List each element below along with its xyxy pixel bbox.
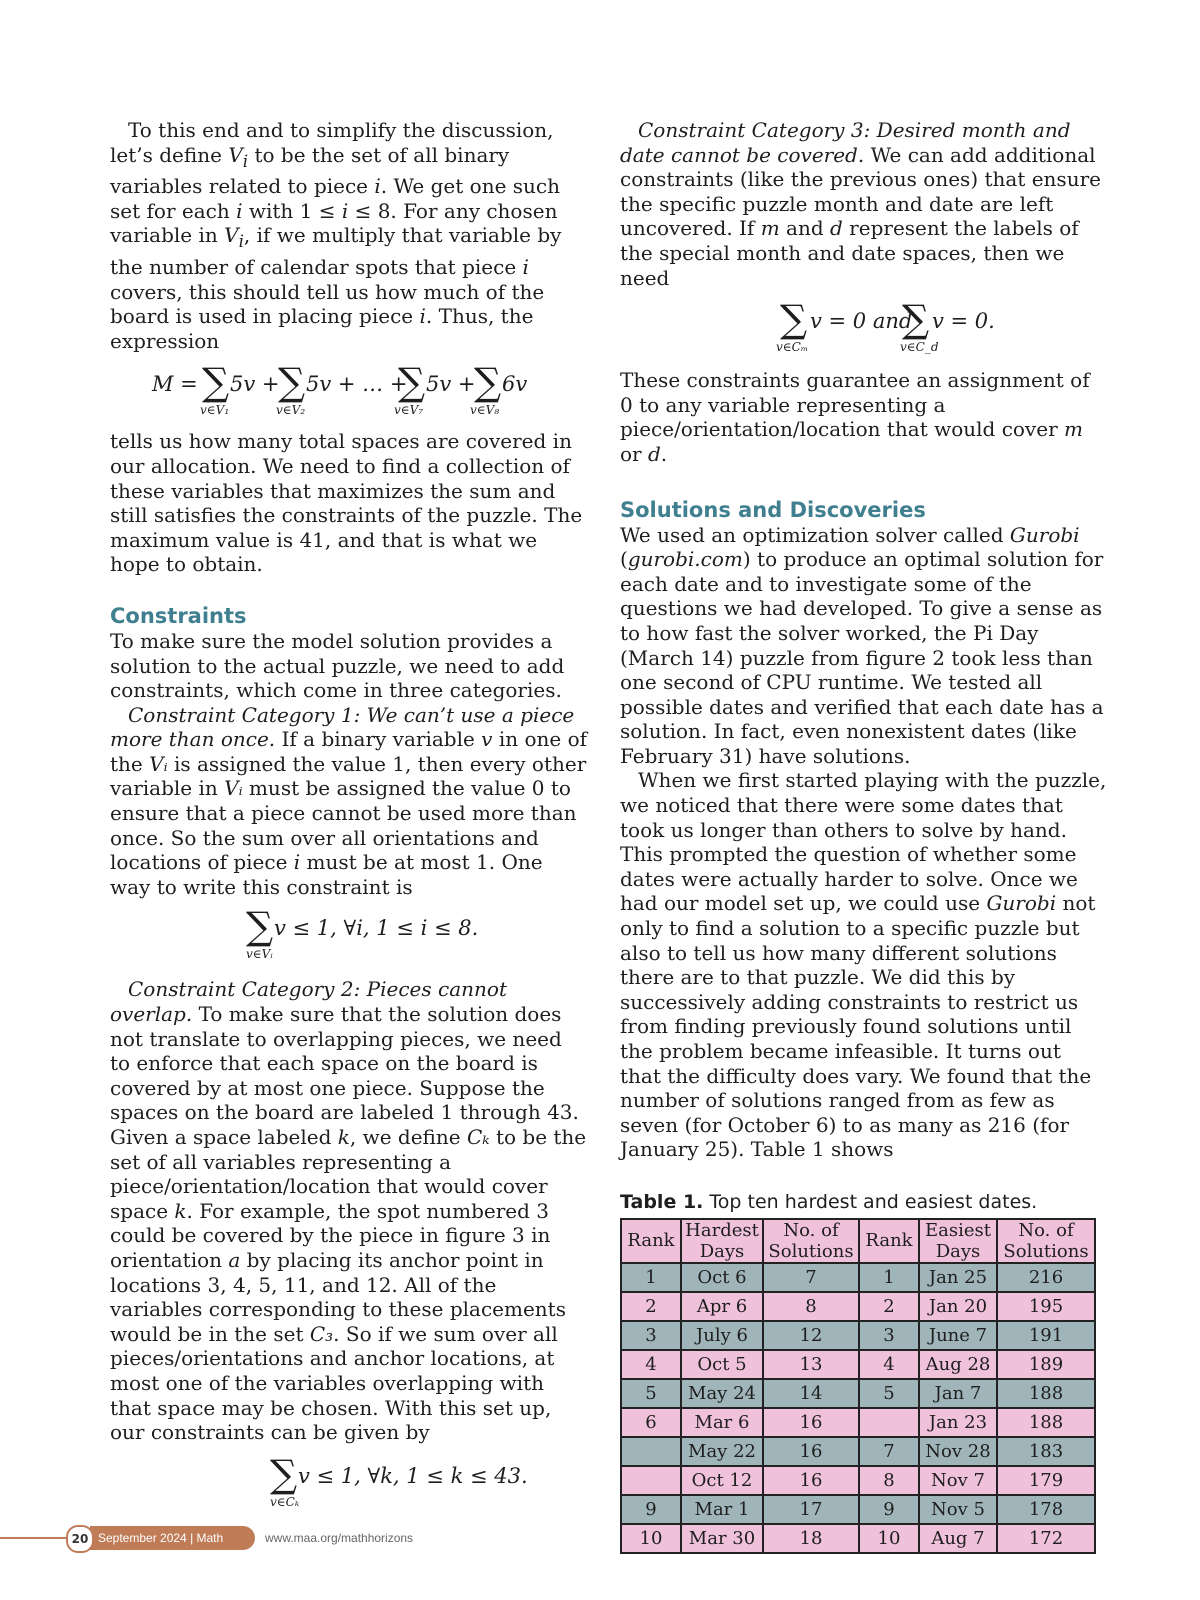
equation-no-overlap: ∑ v ≤ 1, ∀k, 1 ≤ k ≤ 43. v∈Cₖ <box>270 1451 528 1509</box>
intro-paragraph: To this end and to simplify the discussion, let’s define $V_i$ to be the set of all binary variables related to piece i. We get one such set for each i with 1 ≤ i ≤ 8. For any chosen variable in $V_i$, if we multiply that variable by the number of calendar spots that piece i covers, this should tell us how much of the board is used in placing piece i. Thus, the expression <box>110 118 562 353</box>
table-cell: 4 <box>621 1350 681 1379</box>
constraint-category-3: Constraint Category 3: Desired month and date cannot be covered. We can add additional constraints (like the previous ones) that ensure the specific puzzle month and date are left uncovered. If m and d represent the labels of the special month and date spaces, then we need <box>620 118 1101 290</box>
table-cell: May 24 <box>681 1379 763 1408</box>
table-cell: Mar 1 <box>681 1495 763 1524</box>
table-row <box>621 1495 1095 1524</box>
table-row <box>621 1466 1095 1495</box>
table-row <box>621 1379 1095 1408</box>
table-cell: 5 <box>859 1379 919 1408</box>
table-cell: 3 <box>859 1321 919 1350</box>
header-rank-hard: Rank <box>621 1219 681 1263</box>
table-cell: 5 <box>621 1379 681 1408</box>
header-rank-easy: Rank <box>859 1219 919 1263</box>
table-cell: Nov 5 <box>919 1495 997 1524</box>
table-cell: Mar 6 <box>681 1408 763 1437</box>
table-cell: Jan 25 <box>919 1263 997 1292</box>
page-number: 20 <box>66 1525 94 1553</box>
table-cell: Aug 7 <box>919 1524 997 1553</box>
table-cell: 13 <box>763 1350 859 1379</box>
table-cell: 18 <box>763 1524 859 1553</box>
table-cell: 183 <box>997 1437 1095 1466</box>
coverage-paragraph: tells us how many total spaces are covered in our allocation. We need to find a collection of these variables that maximizes the sum and still satisfies the constraints of the puzzle. The maximum value is 41, and that is what we hope to obtain. <box>110 429 583 577</box>
table-caption: Table 1. Top ten hardest and easiest dates. <box>620 1190 1038 1213</box>
table-header-row <box>621 1219 1095 1263</box>
table-cell: Apr 6 <box>681 1292 763 1321</box>
table-cell: 3 <box>621 1321 681 1350</box>
page-footer <box>0 1525 420 1569</box>
table-cell: Nov 28 <box>919 1437 997 1466</box>
section-heading-solutions: Solutions and Discoveries <box>620 497 926 522</box>
table-1 <box>620 1190 1108 1554</box>
equation-piece-once: ∑ v ≤ 1, ∀i, 1 ≤ i ≤ 8. v∈Vᵢ <box>246 904 479 962</box>
table-cell: June 7 <box>919 1321 997 1350</box>
header-easiest-days: Easiest Days <box>919 1219 997 1263</box>
table-cell: 14 <box>763 1379 859 1408</box>
header-solutions-hard: No. of Solutions <box>763 1219 859 1263</box>
table-cell: 8 <box>859 1466 919 1495</box>
table-row <box>621 1263 1095 1292</box>
table-cell: 191 <box>997 1321 1095 1350</box>
equation-month-date-uncovered: ∑ v = 0 and ∑ v = 0. v∈Cₘ v∈C_d <box>776 297 995 355</box>
solutions-paragraph-2: When we first started playing with the puzzle, we noticed that there were some dates that took us longer than others to solve by hand. This prompted the question of whether some dates were actually harder to solve. Once we had our model set up, we could use Gurobi not only to find a solution to a specific puzzle but also to tell us how many different solutions there are to that puzzle. We did this by successively adding constraints to restrict us from finding previously found solutions until the problem became infeasible. It turns out that the difficulty does vary. We found that the number of solutions ranged from as few as seven (for October 6) to as many as 216 (for January 25). Table 1 shows <box>620 768 1107 1162</box>
constraint-category-1: Constraint Category 1: We can’t use a piece more than once. If a binary variable v in one of the Vᵢ is assigned the value 1, then every other variable in Vᵢ must be assigned the value 0 to ensure that a piece cannot be used more than once. So the sum over all orientations and locations of piece i must be at most 1. One way to write this constraint is <box>110 702 588 899</box>
header-hardest-days: Hardest Days <box>681 1219 763 1263</box>
table-cell: Jan 20 <box>919 1292 997 1321</box>
table-cell: 216 <box>997 1263 1095 1292</box>
table-cell: 195 <box>997 1292 1095 1321</box>
table-cell: 16 <box>763 1437 859 1466</box>
table-cell: 188 <box>997 1379 1095 1408</box>
table-cell: 189 <box>997 1350 1095 1379</box>
footer-rule <box>0 1537 70 1539</box>
table-cell: 179 <box>997 1466 1095 1495</box>
table-cell: 4 <box>859 1350 919 1379</box>
table-cell: 6 <box>621 1408 681 1437</box>
table-cell: Mar 30 <box>681 1524 763 1553</box>
table-cell: 12 <box>763 1321 859 1350</box>
table-cell: 9 <box>621 1495 681 1524</box>
table-cell: Oct 12 <box>681 1466 763 1495</box>
table-cell: Jan 7 <box>919 1379 997 1408</box>
footer-url[interactable]: www.maa.org/mathhorizons <box>265 1531 414 1545</box>
table-cell: 178 <box>997 1495 1095 1524</box>
table-cell: May 22 <box>681 1437 763 1466</box>
table-cell <box>621 1437 681 1466</box>
table-cell: 172 <box>997 1524 1095 1553</box>
table-cell: Oct 5 <box>681 1350 763 1379</box>
table-cell <box>859 1408 919 1437</box>
table-cell: 1 <box>859 1263 919 1292</box>
right-column <box>620 118 1108 1554</box>
left-column <box>110 118 588 1523</box>
table-cell: Jan 23 <box>919 1408 997 1437</box>
table-row <box>621 1437 1095 1466</box>
solutions-paragraph-1: We used an optimization solver called Gurobi (gurobi.com) to produce an optimal solution for each date and to investigate some of the questions we had developed. To give a sense as to how fast the solver worked, the Pi Day (March 14) puzzle from figure 2 took less than one second of CPU runtime. We tested all possible dates and verified that each date has a solution. In fact, even nonexistent dates (like February 31) have solutions. <box>620 522 1104 768</box>
table-cell: 16 <box>763 1408 859 1437</box>
table-cell: 2 <box>621 1292 681 1321</box>
table-row <box>621 1350 1095 1379</box>
table-cell: July 6 <box>681 1321 763 1350</box>
header-solutions-easy: No. of Solutions <box>997 1219 1095 1263</box>
table-cell: 16 <box>763 1466 859 1495</box>
constraints-intro: To make sure the model solution provides a solution to the actual puzzle, we need to add constraints, which come in three categories. <box>110 628 565 703</box>
table-cell: 188 <box>997 1408 1095 1437</box>
table-cell: 2 <box>859 1292 919 1321</box>
difficulty-table <box>620 1218 1096 1554</box>
table-cell: 1 <box>621 1263 681 1292</box>
table-cell: 17 <box>763 1495 859 1524</box>
table-row <box>621 1524 1095 1553</box>
table-body <box>621 1263 1095 1553</box>
table-cell: 10 <box>621 1524 681 1553</box>
table-cell: Oct 6 <box>681 1263 763 1292</box>
table-cell: 7 <box>859 1437 919 1466</box>
table-cell: 10 <box>859 1524 919 1553</box>
table-cell: Nov 7 <box>919 1466 997 1495</box>
table-row <box>621 1321 1095 1350</box>
table-cell: Aug 28 <box>919 1350 997 1379</box>
table-cell: 8 <box>763 1292 859 1321</box>
table-cell <box>621 1466 681 1495</box>
table-row <box>621 1292 1095 1321</box>
table-cell: 7 <box>763 1263 859 1292</box>
equation-total-coverage: M = ∑ 5v + ∑ 5v + … + ∑ 5v + ∑ 6v v∈V₁ v∈V₂ v∈V₇ v∈V₈ <box>152 360 528 418</box>
table-row <box>621 1408 1095 1437</box>
table-cell: 9 <box>859 1495 919 1524</box>
section-heading-constraints: Constraints <box>110 603 247 628</box>
constraint-category-2: Constraint Category 2: Pieces cannot overlap. To make sure that the solution does not translate to overlapping pieces, we need to enforce that each space on the board is covered by at most one piece. Suppose the spaces on the board are labeled 1 through 43. Given a space labeled k, we define Cₖ to be the set of all variables representing a piece/orientation/location that would cover space k. For example, the spot numbered 3 could be covered by the piece in figure 3 in orientation a by placing its anchor point in locations 3, 4, 5, 11, and 12. All of the variables corresponding to these placements would be in the set C₃. So if we sum over all pieces/orientations and anchor locations, at most one of the variables overlapping with that space may be chosen. With this set up, our constraints can be given by <box>110 977 587 1445</box>
guarantee-paragraph: These constraints guarantee an assignment of 0 to any variable representing a piece/orientation/location that would cover m or d. <box>620 368 1090 466</box>
footer-issue: September 2024 | Math Horizons <box>90 1526 255 1550</box>
